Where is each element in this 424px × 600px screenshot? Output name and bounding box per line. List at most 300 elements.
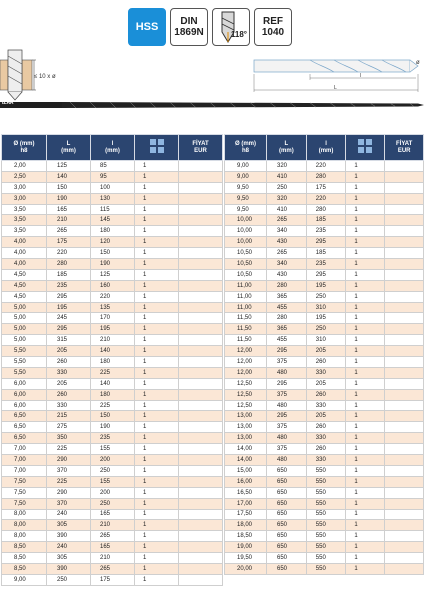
price-cell: [179, 378, 223, 389]
diameter-cell: 5,50: [2, 346, 47, 357]
price-cell: [385, 422, 424, 433]
price-cell: [385, 324, 424, 335]
table-row: [225, 248, 424, 259]
total-length-cell: 650: [266, 520, 306, 531]
diameter-cell: 11,50: [225, 313, 267, 324]
diameter-cell: 19,50: [225, 553, 267, 564]
diameter-cell: 5,50: [2, 367, 47, 378]
table-row: [2, 400, 223, 411]
table-row: [225, 280, 424, 291]
table-row: [2, 269, 223, 280]
price-cell: [179, 444, 223, 455]
total-length-cell: 480: [266, 455, 306, 466]
diameter-cell: 10,50: [225, 269, 267, 280]
package-quantity-cell: 1: [135, 280, 179, 291]
package-quantity-cell: 1: [135, 389, 179, 400]
flute-length-cell: 210: [91, 335, 135, 346]
total-length-cell: 175: [47, 237, 91, 248]
package-quantity-cell: 1: [135, 324, 179, 335]
package-quantity-cell: 1: [135, 378, 179, 389]
flute-length-cell: 180: [91, 226, 135, 237]
total-length-cell: 225: [47, 444, 91, 455]
flute-length-cell: 550: [306, 520, 346, 531]
total-length-cell: 290: [47, 487, 91, 498]
table-row: [225, 542, 424, 553]
price-cell: [385, 346, 424, 357]
diameter-cell: 19,00: [225, 542, 267, 553]
package-quantity-cell: 1: [135, 422, 179, 433]
diameter-cell: 11,50: [225, 335, 267, 346]
total-length-cell: 250: [266, 182, 306, 193]
total-length-cell: 410: [266, 204, 306, 215]
point-angle-label: 118°: [230, 30, 247, 39]
package-quantity-cell: 1: [346, 422, 385, 433]
diameter-cell: 12,00: [225, 346, 267, 357]
diameter-cell: 12,50: [225, 378, 267, 389]
point-angle-badge: [212, 8, 250, 46]
package-quantity-cell: 1: [135, 313, 179, 324]
diameter-cell: 17,00: [225, 498, 267, 509]
total-length-cell: 455: [266, 335, 306, 346]
total-length-cell: 215: [47, 411, 91, 422]
total-length-cell: 240: [47, 542, 91, 553]
price-cell: [179, 204, 223, 215]
price-cell: [179, 455, 223, 466]
package-quantity-cell: 1: [346, 487, 385, 498]
package-quantity-cell: 1: [346, 476, 385, 487]
table-row: [225, 487, 424, 498]
table-row: [225, 171, 424, 182]
flute-length-cell: 260: [306, 357, 346, 368]
package-quantity-header: [135, 135, 179, 161]
table-row: [225, 193, 424, 204]
total-length-cell: 295: [266, 378, 306, 389]
total-length-cell: 650: [266, 542, 306, 553]
flute-length-cell: 150: [91, 411, 135, 422]
flute-length-cell: 125: [91, 269, 135, 280]
price-cell: [179, 346, 223, 357]
price-cell: [385, 226, 424, 237]
package-quantity-cell: 1: [135, 182, 179, 193]
total-length-cell: 305: [47, 520, 91, 531]
diameter-cell: 12,50: [225, 389, 267, 400]
diameter-cell: 8,50: [2, 542, 47, 553]
package-quantity-cell: 1: [135, 291, 179, 302]
table-row: [2, 226, 223, 237]
price-cell: [385, 389, 424, 400]
table-row: [2, 367, 223, 378]
price-cell: [179, 433, 223, 444]
package-quantity-cell: 1: [135, 193, 179, 204]
table-row: [2, 324, 223, 335]
table-row: [225, 367, 424, 378]
price-cell: [385, 465, 424, 476]
flute-length-header: l (mm): [306, 135, 346, 161]
table-row: [2, 346, 223, 357]
diameter-cell: 9,50: [225, 182, 267, 193]
package-quantity-cell: 1: [135, 531, 179, 542]
package-quantity-cell: 1: [135, 563, 179, 574]
price-cell: [385, 357, 424, 368]
price-cell: [179, 335, 223, 346]
price-cell: [385, 476, 424, 487]
diameter-cell: 11,00: [225, 302, 267, 313]
total-length-cell: 190: [47, 193, 91, 204]
table-row: [225, 444, 424, 455]
package-quantity-cell: 1: [346, 291, 385, 302]
diameter-cell: 4,50: [2, 291, 47, 302]
flute-length-cell: 550: [306, 465, 346, 476]
package-quantity-cell: 1: [135, 204, 179, 215]
table-row: [2, 204, 223, 215]
total-length-cell: 330: [47, 400, 91, 411]
total-length-cell: 650: [266, 563, 306, 574]
flute-length-cell: 155: [91, 444, 135, 455]
diameter-cell: 16,00: [225, 476, 267, 487]
total-length-cell: 315: [47, 335, 91, 346]
diameter-cell: 13,00: [225, 433, 267, 444]
diameter-cell: 12,00: [225, 357, 267, 368]
package-quantity-cell: 1: [346, 411, 385, 422]
package-quantity-cell: 1: [346, 248, 385, 259]
flute-length-cell: 210: [91, 553, 135, 564]
table-row: [225, 269, 424, 280]
diameter-cell: 4,00: [2, 259, 47, 270]
flute-length-cell: 205: [306, 411, 346, 422]
package-quantity-cell: 1: [346, 563, 385, 574]
diameter-cell: 9,00: [225, 171, 267, 182]
price-cell: [385, 509, 424, 520]
diameter-cell: 3,50: [2, 215, 47, 226]
price-cell: [385, 498, 424, 509]
table-row: [2, 313, 223, 324]
package-quantity-cell: 1: [346, 378, 385, 389]
total-length-cell: 320: [266, 161, 306, 172]
flute-length-cell: 550: [306, 553, 346, 564]
total-length-cell: 455: [266, 302, 306, 313]
depth-label: ≤ 10 x ø: [34, 74, 56, 80]
diameter-cell: 7,50: [2, 487, 47, 498]
package-quantity-cell: 1: [346, 444, 385, 455]
total-length-cell: 260: [47, 389, 91, 400]
diameter-cell: 14,00: [225, 455, 267, 466]
table-row: [2, 487, 223, 498]
flute-length-cell: 265: [91, 531, 135, 542]
product-table-right: [224, 134, 424, 575]
diameter-cell: 7,50: [2, 498, 47, 509]
diameter-cell: 10,50: [225, 259, 267, 270]
total-length-cell: 220: [47, 248, 91, 259]
package-quantity-cell: 1: [346, 280, 385, 291]
flute-length-cell: 550: [306, 476, 346, 487]
flute-length-cell: 225: [91, 367, 135, 378]
price-cell: [179, 302, 223, 313]
flute-length-label: l: [360, 73, 362, 79]
package-quantity-cell: 1: [135, 444, 179, 455]
diameter-cell: 11,00: [225, 291, 267, 302]
price-cell: [385, 237, 424, 248]
diameter-cell: 6,50: [2, 411, 47, 422]
flute-length-cell: 145: [91, 215, 135, 226]
flute-length-cell: 190: [91, 422, 135, 433]
table-row: [225, 553, 424, 564]
table-row: [2, 411, 223, 422]
price-cell: [179, 259, 223, 270]
diameter-cell: 12,00: [225, 367, 267, 378]
package-quantity-cell: 1: [346, 498, 385, 509]
diameter-cell: 5,00: [2, 302, 47, 313]
diameter-cell: 12,50: [225, 400, 267, 411]
package-quantity-cell: 1: [346, 389, 385, 400]
total-length-header: L (mm): [266, 135, 306, 161]
total-length-cell: 150: [47, 182, 91, 193]
price-cell: [385, 553, 424, 564]
price-cell: [179, 171, 223, 182]
table-row: [225, 237, 424, 248]
table-row: [2, 335, 223, 346]
package-quantity-cell: 1: [346, 313, 385, 324]
table-row: [2, 248, 223, 259]
package-quantity-cell: 1: [135, 237, 179, 248]
package-quantity-cell: 1: [346, 367, 385, 378]
flute-length-cell: 260: [306, 389, 346, 400]
total-length-cell: 375: [266, 422, 306, 433]
diameter-cell: 20,00: [225, 563, 267, 574]
price-cell: [179, 280, 223, 291]
price-cell: [179, 161, 223, 172]
diameter-cell: 9,50: [225, 204, 267, 215]
package-quantity-cell: 1: [135, 465, 179, 476]
diameter-cell: 7,00: [2, 465, 47, 476]
flute-length-cell: 550: [306, 487, 346, 498]
total-length-label: L: [334, 85, 337, 91]
table-row: [2, 193, 223, 204]
total-length-cell: 480: [266, 367, 306, 378]
flute-length-cell: 550: [306, 509, 346, 520]
flute-length-cell: 200: [91, 487, 135, 498]
table-row: [2, 161, 223, 172]
diameter-cell: 9,50: [225, 193, 267, 204]
total-length-cell: 205: [47, 346, 91, 357]
package-quantity-cell: 1: [346, 335, 385, 346]
price-cell: [179, 563, 223, 574]
total-length-cell: 390: [47, 531, 91, 542]
diameter-cell: 6,50: [2, 433, 47, 444]
flute-length-cell: 220: [91, 291, 135, 302]
hss-badge: HSS: [128, 8, 166, 46]
package-quantity-cell: 1: [346, 553, 385, 564]
total-length-cell: 370: [47, 498, 91, 509]
price-cell: [179, 226, 223, 237]
diameter-cell: 17,50: [225, 509, 267, 520]
price-cell: [179, 422, 223, 433]
package-quantity-cell: 1: [346, 161, 385, 172]
flute-length-cell: 260: [306, 422, 346, 433]
price-cell: [179, 324, 223, 335]
package-quantity-cell: 1: [346, 346, 385, 357]
flute-length-cell: 160: [91, 280, 135, 291]
flute-length-cell: 120: [91, 237, 135, 248]
table-row: [225, 563, 424, 574]
flute-length-cell: 310: [306, 335, 346, 346]
total-length-cell: 290: [47, 455, 91, 466]
table-row: [2, 542, 223, 553]
total-length-cell: 370: [47, 465, 91, 476]
price-cell: [179, 269, 223, 280]
diameter-cell: 10,50: [225, 248, 267, 259]
package-quantity-cell: 1: [135, 335, 179, 346]
table-row: [2, 302, 223, 313]
package-quantity-cell: 1: [346, 269, 385, 280]
flute-length-cell: 550: [306, 531, 346, 542]
total-length-cell: 430: [266, 269, 306, 280]
price-cell: [385, 161, 424, 172]
table-row: [225, 476, 424, 487]
total-length-cell: 240: [47, 509, 91, 520]
price-cell: [385, 411, 424, 422]
flute-length-cell: 205: [306, 378, 346, 389]
table-row: [225, 389, 424, 400]
price-cell: [385, 531, 424, 542]
package-quantity-cell: 1: [346, 226, 385, 237]
table-row: [2, 280, 223, 291]
total-length-cell: 650: [266, 476, 306, 487]
package-quantity-cell: 1: [135, 259, 179, 270]
package-quantity-cell: 1: [346, 542, 385, 553]
total-length-cell: 280: [47, 259, 91, 270]
total-length-cell: 140: [47, 171, 91, 182]
price-header: FİYAT EUR: [385, 135, 424, 161]
price-cell: [179, 291, 223, 302]
flute-length-cell: 175: [91, 574, 135, 585]
diameter-cell: 11,50: [225, 324, 267, 335]
total-length-cell: 350: [47, 433, 91, 444]
diameter-cell: 4,50: [2, 280, 47, 291]
flute-length-cell: 185: [306, 215, 346, 226]
price-cell: [385, 542, 424, 553]
package-quantity-cell: 1: [135, 171, 179, 182]
package-quantity-cell: 1: [135, 302, 179, 313]
table-row: [2, 433, 223, 444]
package-quantity-cell: 1: [346, 259, 385, 270]
total-length-cell: 210: [47, 215, 91, 226]
total-length-cell: 650: [266, 465, 306, 476]
diameter-cell: 3,50: [2, 204, 47, 215]
flute-length-cell: 330: [306, 400, 346, 411]
table-row: [225, 378, 424, 389]
price-cell: [385, 378, 424, 389]
price-cell: [179, 574, 223, 585]
package-quantity-cell: 1: [135, 226, 179, 237]
package-quantity-cell: 1: [135, 574, 179, 585]
diameter-cell: 8,50: [2, 553, 47, 564]
flute-length-cell: 195: [306, 313, 346, 324]
table-row: [2, 215, 223, 226]
flute-length-cell: 150: [91, 248, 135, 259]
table-row: [225, 226, 424, 237]
price-cell: [385, 248, 424, 259]
diameter-cell: 5,50: [2, 357, 47, 368]
table-row: [225, 161, 424, 172]
table-row: [225, 346, 424, 357]
price-cell: [385, 193, 424, 204]
table-row: [225, 313, 424, 324]
total-length-cell: 280: [266, 280, 306, 291]
table-header-row: [2, 135, 223, 161]
diameter-cell: 15,00: [225, 465, 267, 476]
diameter-cell: 10,00: [225, 237, 267, 248]
table-row: [225, 400, 424, 411]
total-length-cell: 650: [266, 487, 306, 498]
diameter-cell: 14,00: [225, 444, 267, 455]
package-quantity-cell: 1: [135, 400, 179, 411]
total-length-cell: 125: [47, 161, 91, 172]
package-icon: [148, 137, 166, 155]
total-length-cell: 480: [266, 400, 306, 411]
total-length-cell: 205: [47, 378, 91, 389]
package-quantity-cell: 1: [135, 498, 179, 509]
flute-length-cell: 295: [306, 237, 346, 248]
price-cell: [179, 411, 223, 422]
price-cell: [385, 302, 424, 313]
table-row: [225, 531, 424, 542]
flute-length-cell: 550: [306, 498, 346, 509]
package-quantity-cell: 1: [346, 520, 385, 531]
total-length-cell: 260: [47, 357, 91, 368]
diameter-cell: 7,50: [2, 476, 47, 487]
spec-badges: [128, 8, 292, 46]
diameter-cell: 11,00: [225, 280, 267, 291]
diameter-cell: 5,00: [2, 324, 47, 335]
package-quantity-cell: 1: [346, 204, 385, 215]
table-row: [2, 171, 223, 182]
table-row: [225, 291, 424, 302]
package-quantity-cell: 1: [346, 455, 385, 466]
package-quantity-cell: 1: [346, 465, 385, 476]
price-cell: [385, 204, 424, 215]
price-cell: [179, 509, 223, 520]
total-length-cell: 165: [47, 204, 91, 215]
diameter-cell: 2,00: [2, 161, 47, 172]
price-cell: [385, 433, 424, 444]
diameter-cell: 13,00: [225, 422, 267, 433]
diameter-cell: 2,50: [2, 171, 47, 182]
table-row: [2, 422, 223, 433]
price-cell: [179, 248, 223, 259]
package-quantity-cell: 1: [346, 357, 385, 368]
flute-length-cell: 175: [306, 182, 346, 193]
total-length-cell: 295: [47, 291, 91, 302]
table-row: [2, 531, 223, 542]
package-quantity-cell: 1: [135, 367, 179, 378]
table-row: [2, 291, 223, 302]
total-length-cell: 295: [266, 411, 306, 422]
diameter-cell: 4,00: [2, 248, 47, 259]
price-cell: [385, 335, 424, 346]
price-cell: [385, 291, 424, 302]
table-row: [225, 411, 424, 422]
package-quantity-cell: 1: [135, 553, 179, 564]
diameter-cell: 3,00: [2, 193, 47, 204]
flute-length-cell: 170: [91, 313, 135, 324]
total-length-cell: 650: [266, 498, 306, 509]
din-badge: DIN 1869N: [170, 8, 208, 46]
table-row: [225, 302, 424, 313]
package-quantity-cell: 1: [135, 509, 179, 520]
flute-length-cell: 310: [306, 302, 346, 313]
diameter-header: Ø (mm) h8: [225, 135, 267, 161]
flute-length-cell: 95: [91, 171, 135, 182]
